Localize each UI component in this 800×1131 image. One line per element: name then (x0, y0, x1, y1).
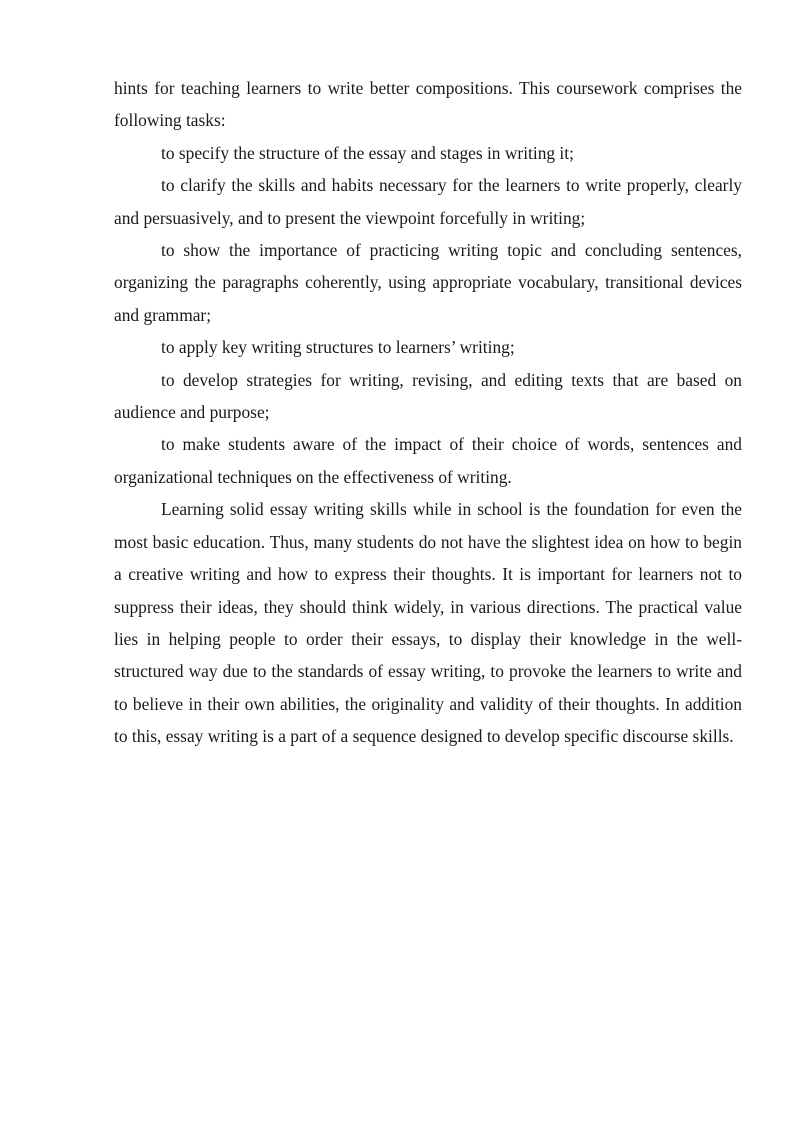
paragraph-continuation: hints for teaching learners to write better compositions. This coursework comprises the following tasks: (114, 78, 742, 131)
task-item-importance: to show the importance of practicing writing topic and concluding sentences, organizing the paragraphs coherently, using appropriate vocabulary, transitional devices and grammar; (114, 240, 742, 325)
task-item-skills: to clarify the skills and habits necessary for the learners to write properly, clearly and persuasively, and to present the viewpoint forcefully in writing; (114, 175, 742, 228)
paragraph-practical-value: Learning solid essay writing skills while in school is the foundation for even the most basic education. Thus, many students do not have the slightest idea on how to begin a creative writing and how to express their thoughts. It is important for learners not to suppress their ideas, they should think widely, in various directions. The practical value lies in helping people to order their essays, to display their knowledge in the well-structured way due to the standards of essay writing, to provoke the learners to write and to believe in their own abilities, the originality and validity of their thoughts. In addition to this, essay writing is a part of a sequence designed to develop specific discourse skills. (114, 499, 742, 747)
task-item-awareness: to make students aware of the impact of their choice of words, sentences and organizational techniques on the effectiveness of writing. (114, 434, 742, 487)
document-body (114, 72, 742, 753)
task-item-structure: to specify the structure of the essay and stages in writing it; (161, 142, 574, 163)
task-item-structures: to apply key writing structures to learners’ writing; (161, 337, 515, 358)
task-item-strategies: to develop strategies for writing, revising, and editing texts that are based on audience and purpose; (114, 369, 742, 423)
